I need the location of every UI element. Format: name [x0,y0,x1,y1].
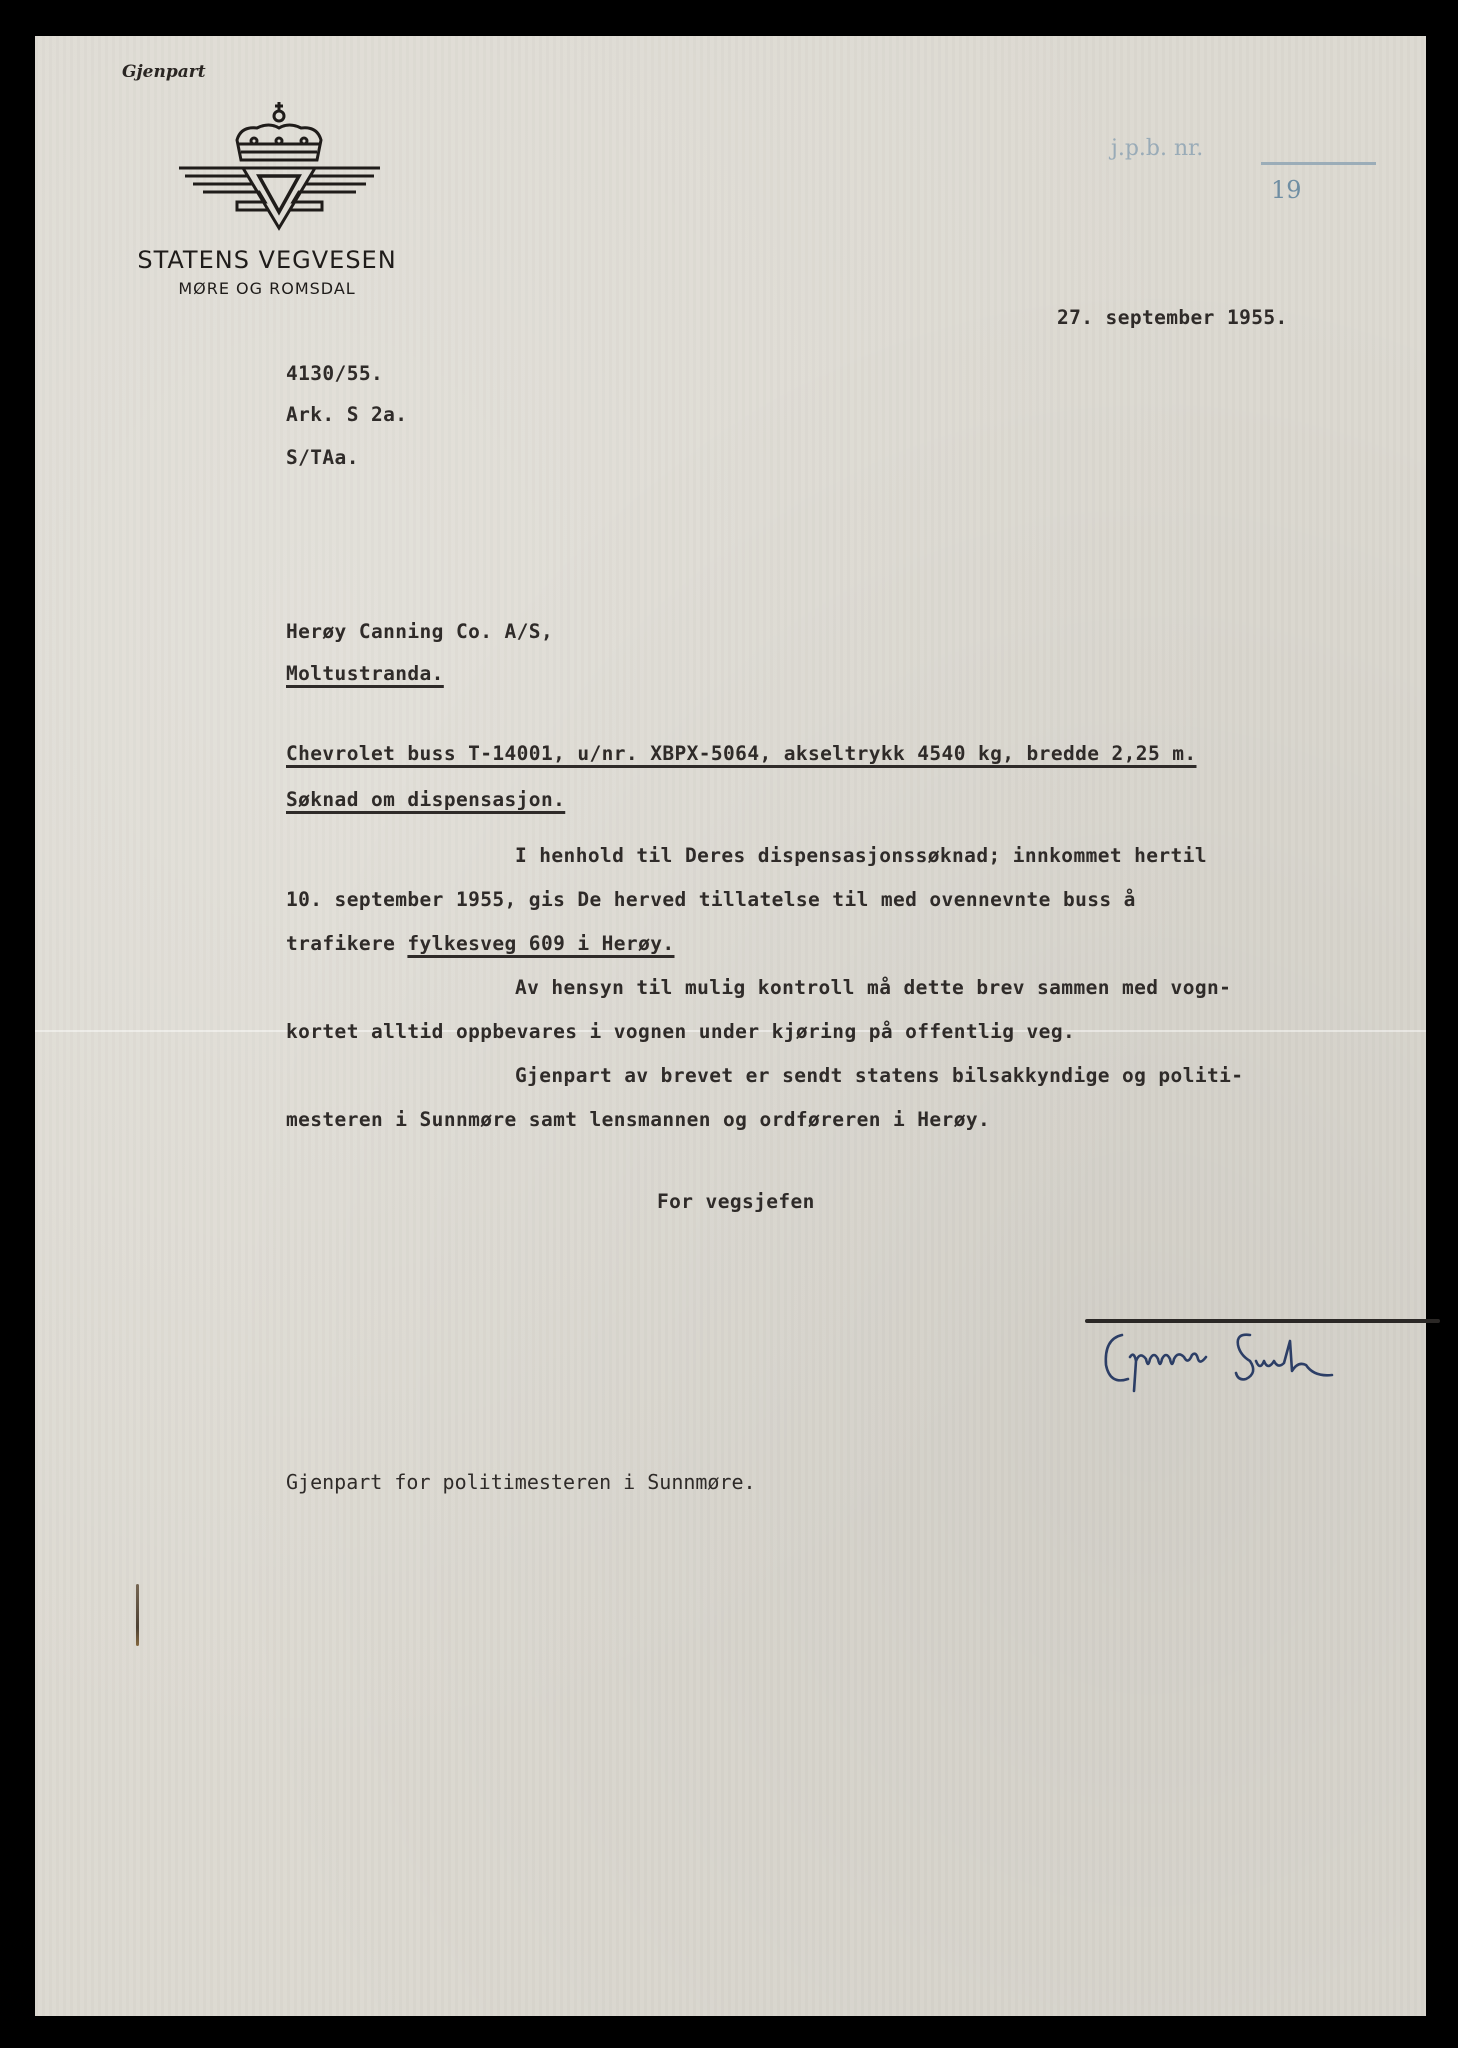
initials-reference: S/TAa. [286,446,359,469]
journal-stamp-label: j.p.b. nr. [1111,136,1204,161]
journal-stamp-line [1261,162,1376,165]
body-paragraph-3-line-1: Gjenpart av brevet er sendt statens bilsakkyndige og politi- [515,1064,1244,1087]
margin-mark [136,1584,139,1646]
recipient-place: Moltustranda. [286,662,444,685]
closing-for-line: For vegsjefen [657,1190,815,1213]
recipient-name: Herøy Canning Co. A/S, [286,620,554,643]
body-paragraph-3-line-2: mesteren i Sunnmøre samt lensmannen og ordføreren i Herøy. [286,1108,991,1131]
subject-line-2: Søknad om dispensasjon. [286,788,566,811]
body-paragraph-2-line-2: kortet alltid oppbevares i vognen under kjøring på offentlig veg. [286,1020,1076,1043]
copy-note: Gjenpart for politimesteren i Sunnmøre. [286,1470,756,1494]
body-paragraph-2-line-1: Av hensyn til mulig kontroll må dette brev sammen med vogn- [515,976,1232,999]
subject-line-1: Chevrolet buss T-14001, u/nr. XBPX-5064, akseltrykk 4540 kg, bredde 2,25 m. [286,742,1197,765]
copy-label: Gjenpart [122,62,206,82]
body-paragraph-1-line-3 [286,932,675,955]
body-paragraph-1-line-2: 10. september 1955, gis De herved tillatelse til med ovennevnte buss å [286,888,1136,911]
letter-date: 27. september 1955. [1057,306,1288,329]
journal-stamp-number: 19 [1271,176,1302,204]
letter-paper [35,36,1426,2016]
archive-reference: Ark. S 2a. [286,403,408,426]
handwritten-signature [1100,1321,1440,1401]
statens-vegvesen-logo-icon [177,98,382,233]
reference-number: 4130/55. [286,362,384,385]
organization-region: MØRE OG ROMSDAL [178,279,356,298]
organization-name: STATENS VEGVESEN [137,246,397,274]
body-text: trafikere [286,932,408,955]
body-paragraph-1-line-1: I henhold til Deres dispensasjonssøknad; innkommet hertil [515,844,1207,867]
road-name: fylkesveg 609 i Herøy. [407,932,675,955]
